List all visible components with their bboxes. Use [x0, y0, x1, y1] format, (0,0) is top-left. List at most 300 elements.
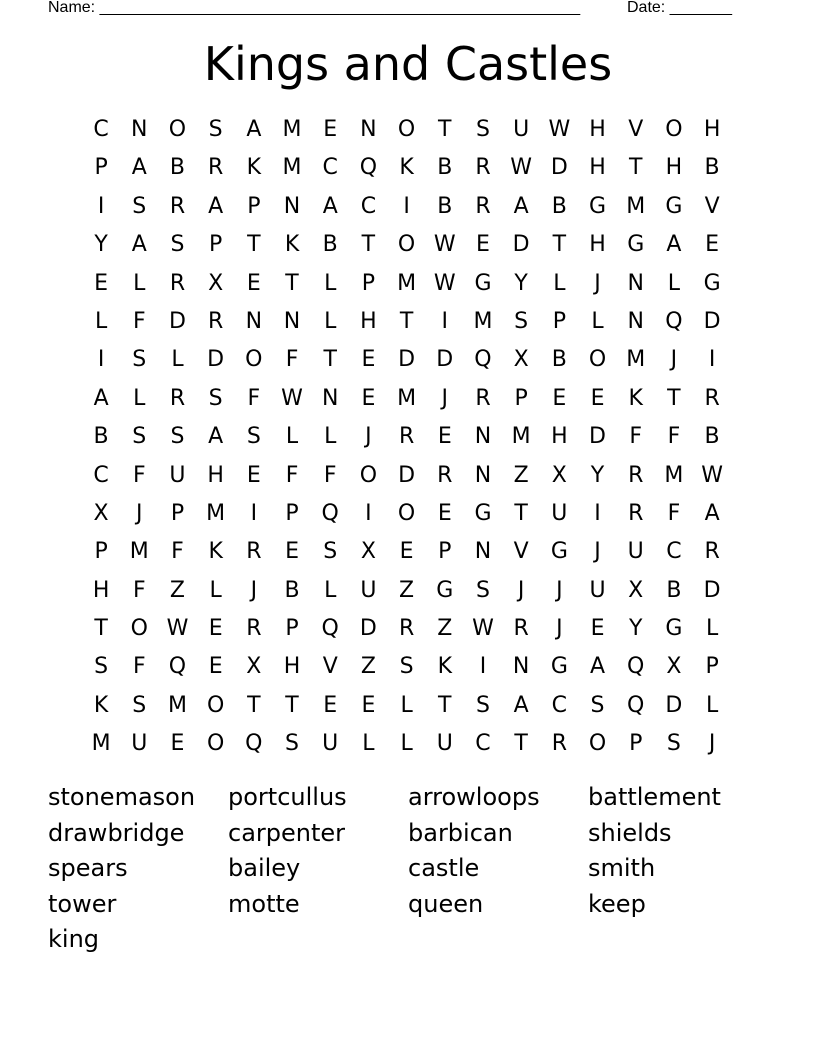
- grid-letter: M: [397, 385, 417, 411]
- grid-letter: S: [132, 692, 147, 718]
- grid-letter: H: [551, 424, 568, 450]
- grid-letter: S: [399, 654, 414, 680]
- grid-letter: A: [704, 500, 720, 526]
- grid-letter: F: [667, 424, 681, 450]
- grid-letter: E: [552, 385, 567, 411]
- grid-letter: L: [94, 308, 108, 334]
- grid-letter: L: [133, 385, 146, 411]
- grid-letter: N: [627, 270, 644, 296]
- grid-letter: M: [282, 155, 302, 181]
- grid-letter: O: [665, 117, 683, 142]
- grid-letter: L: [209, 577, 222, 603]
- grid-letter: F: [132, 462, 146, 488]
- grid-letter: X: [551, 462, 567, 488]
- grid-letter: P: [552, 308, 566, 334]
- grid-letter: O: [245, 347, 263, 373]
- grid-letter: T: [514, 731, 528, 757]
- grid-letter: S: [132, 424, 147, 450]
- grid-letter: A: [590, 654, 606, 680]
- grid-letter: N: [131, 117, 148, 142]
- grid-letter: A: [513, 193, 529, 219]
- grid-letter: K: [208, 539, 223, 565]
- grid-letter: I: [479, 654, 487, 680]
- grid-letter: E: [208, 616, 223, 642]
- grid-letter: E: [323, 692, 338, 718]
- grid-letter: N: [283, 308, 301, 334]
- grid-letter: S: [323, 539, 338, 565]
- word-list-item: keep: [588, 889, 646, 918]
- page-title: Kings and Castles: [203, 37, 613, 91]
- grid-letter: J: [594, 539, 601, 565]
- grid-letter: O: [206, 731, 225, 757]
- grid-letter: R: [246, 616, 262, 642]
- grid-letter: F: [323, 462, 337, 488]
- grid-letter: M: [129, 539, 149, 565]
- grid-letter: D: [703, 308, 721, 334]
- grid-letter: K: [628, 385, 643, 411]
- grid-letter: S: [666, 731, 681, 757]
- grid-letter: T: [323, 347, 337, 373]
- grid-letter: G: [550, 654, 568, 680]
- grid-letter: Q: [665, 308, 683, 334]
- grid-letter: O: [397, 500, 416, 526]
- grid-letter: R: [169, 193, 186, 219]
- grid-letter: E: [437, 424, 452, 450]
- grid-letter: E: [361, 347, 376, 373]
- grid-letter: W: [281, 385, 303, 411]
- grid-letter: W: [472, 616, 494, 642]
- grid-letter: R: [551, 731, 567, 757]
- grid-letter: E: [246, 270, 261, 296]
- grid-letter: P: [94, 539, 108, 565]
- grid-letter: H: [360, 308, 377, 334]
- grid-letter: R: [398, 616, 415, 642]
- grid-letter: L: [705, 616, 719, 642]
- grid-letter: L: [324, 308, 337, 334]
- grid-letter: G: [665, 193, 683, 219]
- grid-letter: W: [433, 232, 456, 258]
- grid-letter: P: [629, 731, 643, 757]
- grid-letter: S: [170, 232, 185, 258]
- grid-letter: B: [437, 193, 453, 219]
- grid-letter: Q: [168, 654, 187, 680]
- grid-letter: X: [513, 347, 529, 373]
- grid-letter: F: [171, 539, 184, 565]
- grid-letter: Y: [514, 270, 528, 296]
- grid-letter: G: [474, 270, 492, 296]
- grid-letter: C: [475, 731, 491, 757]
- grid-letter: A: [131, 155, 147, 181]
- grid-letter: T: [94, 616, 108, 642]
- grid-letter: U: [436, 731, 453, 757]
- grid-letter: C: [93, 462, 109, 488]
- grid-letter: P: [209, 232, 223, 258]
- grid-letter: A: [131, 232, 147, 258]
- grid-letter: O: [130, 616, 148, 642]
- grid-letter: I: [97, 193, 105, 219]
- grid-letter: R: [475, 155, 491, 181]
- grid-letter: S: [246, 424, 261, 450]
- word-list-item: king: [48, 925, 100, 954]
- grid-letter: G: [627, 232, 645, 258]
- grid-letter: T: [438, 117, 452, 142]
- grid-letter: N: [283, 193, 301, 219]
- grid-letter: A: [246, 117, 262, 142]
- grid-letter: B: [169, 155, 186, 181]
- word-list-item: barbican: [408, 818, 513, 847]
- grid-letter: Q: [359, 155, 378, 181]
- grid-letter: E: [590, 616, 605, 642]
- grid-letter: E: [94, 270, 109, 296]
- grid-letter: B: [551, 347, 567, 373]
- grid-letter: W: [433, 270, 456, 296]
- grid-letter: S: [475, 692, 490, 718]
- word-list-item: spears: [48, 854, 128, 883]
- grid-letter: N: [474, 424, 492, 450]
- grid-letter: J: [365, 424, 372, 450]
- grid-letter: K: [399, 155, 414, 181]
- grid-letter: F: [285, 462, 299, 488]
- grid-letter: S: [170, 424, 185, 450]
- grid-letter: E: [705, 232, 720, 258]
- grid-letter: G: [589, 193, 607, 219]
- grid-letter: T: [247, 692, 261, 718]
- grid-letter: M: [282, 117, 302, 142]
- grid-letter: Q: [321, 500, 339, 526]
- grid-letter: G: [474, 500, 492, 526]
- grid-letter: C: [551, 692, 568, 718]
- grid-letter: Y: [590, 462, 605, 488]
- grid-letter: E: [246, 462, 261, 488]
- word-list-item: bailey: [228, 854, 301, 883]
- grid-letter: R: [475, 193, 491, 219]
- grid-letter: D: [589, 424, 606, 450]
- word-list-item: castle: [408, 854, 480, 883]
- grid-letter: V: [704, 193, 720, 219]
- grid-letter: G: [665, 616, 683, 642]
- grid-letter: G: [550, 539, 568, 565]
- grid-letter: N: [474, 539, 492, 565]
- grid-letter: H: [665, 155, 683, 181]
- grid-letter: K: [246, 155, 262, 181]
- grid-letter: I: [594, 500, 601, 526]
- grid-letter: J: [556, 616, 563, 642]
- grid-letter: I: [97, 347, 105, 373]
- grid-letter: L: [553, 270, 566, 296]
- word-list-item: smith: [588, 854, 656, 883]
- grid-letter: K: [437, 654, 452, 680]
- word-list-item: drawbridge: [48, 818, 185, 847]
- grid-letter: O: [168, 117, 187, 142]
- grid-letter: B: [704, 424, 720, 450]
- grid-letter: S: [94, 654, 109, 680]
- word-list-item: shields: [588, 818, 672, 847]
- grid-letter: U: [551, 500, 568, 526]
- grid-letter: R: [398, 424, 415, 450]
- grid-letter: L: [362, 731, 375, 757]
- grid-letter: U: [513, 117, 530, 142]
- grid-letter: S: [475, 577, 490, 603]
- grid-letter: R: [628, 500, 644, 526]
- grid-letter: P: [705, 654, 719, 680]
- grid-letter: X: [208, 270, 224, 296]
- word-list-item: motte: [228, 889, 300, 918]
- grid-letter: R: [437, 462, 453, 488]
- grid-letter: X: [93, 500, 109, 526]
- grid-letter: M: [91, 731, 111, 757]
- grid-letter: S: [132, 347, 147, 373]
- grid-letter: A: [208, 193, 224, 219]
- grid-letter: Q: [321, 616, 339, 642]
- grid-letter: J: [250, 577, 258, 603]
- grid-letter: F: [132, 577, 146, 603]
- grid-letter: L: [400, 692, 413, 718]
- word-list-item: arrowloops: [408, 783, 540, 811]
- grid-letter: D: [398, 347, 416, 373]
- grid-letter: R: [208, 155, 224, 181]
- grid-letter: R: [704, 539, 720, 565]
- grid-letter: H: [92, 577, 110, 603]
- grid-letter: H: [589, 155, 606, 181]
- grid-letter: D: [359, 616, 377, 642]
- grid-letter: I: [403, 193, 410, 219]
- grid-letter: J: [136, 500, 143, 526]
- grid-letter: E: [208, 654, 223, 680]
- grid-letter: O: [588, 731, 607, 757]
- grid-letter: E: [399, 539, 414, 565]
- grid-letter: S: [285, 731, 300, 757]
- grid-letter: C: [93, 117, 109, 142]
- grid-letter: Z: [513, 462, 529, 488]
- grid-letter: I: [441, 308, 449, 334]
- grid-letter: T: [361, 232, 376, 258]
- grid-letter: H: [589, 232, 606, 258]
- grid-letter: F: [629, 424, 643, 450]
- grid-letter: D: [207, 347, 225, 373]
- grid-letter: P: [247, 193, 261, 219]
- grid-letter: S: [208, 385, 223, 411]
- grid-letter: N: [245, 308, 263, 334]
- grid-letter: E: [361, 385, 376, 411]
- grid-letter: N: [512, 654, 530, 680]
- grid-letter: T: [285, 692, 299, 718]
- grid-letter: E: [170, 731, 185, 757]
- grid-letter: L: [285, 424, 299, 450]
- grid-letter: E: [323, 117, 338, 142]
- grid-letter: Y: [628, 616, 643, 642]
- grid-letter: B: [551, 193, 567, 219]
- grid-letter: O: [588, 347, 607, 373]
- grid-letter: H: [283, 654, 301, 680]
- grid-letter: M: [206, 500, 226, 526]
- grid-letter: B: [322, 232, 338, 258]
- grid-letter: P: [170, 500, 185, 526]
- grid-letter: I: [365, 500, 372, 526]
- grid-letter: D: [436, 347, 454, 373]
- word-list-item: stonemason: [48, 783, 196, 811]
- grid-letter: T: [628, 155, 643, 181]
- grid-letter: M: [664, 462, 684, 488]
- grid-letter: C: [360, 193, 377, 219]
- grid-letter: U: [627, 539, 644, 565]
- grid-letter: N: [360, 117, 377, 142]
- grid-letter: T: [552, 232, 567, 258]
- word-list-item: tower: [48, 889, 117, 918]
- grid-letter: G: [436, 577, 454, 603]
- word-list-item: queen: [408, 889, 484, 918]
- grid-letter: J: [594, 270, 601, 296]
- word-list-item: carpenter: [228, 818, 346, 847]
- grid-letter: H: [703, 117, 721, 142]
- grid-letter: F: [247, 385, 261, 411]
- word-list-item: battlement: [588, 783, 721, 811]
- grid-letter: O: [397, 117, 416, 142]
- grid-letter: N: [474, 462, 492, 488]
- grid-letter: E: [285, 539, 299, 565]
- grid-letter: R: [513, 616, 529, 642]
- grid-letter: P: [361, 270, 376, 296]
- grid-letter: L: [705, 692, 719, 718]
- grid-letter: V: [322, 654, 338, 680]
- grid-letter: C: [666, 539, 682, 565]
- grid-letter: R: [169, 270, 186, 296]
- grid-letter: A: [322, 193, 338, 219]
- grid-letter: D: [398, 462, 416, 488]
- grid-letter: B: [437, 155, 453, 181]
- grid-letter: W: [548, 117, 571, 142]
- grid-letter: R: [208, 308, 224, 334]
- grid-letter: M: [167, 692, 187, 718]
- grid-letter: X: [666, 654, 682, 680]
- grid-letter: A: [208, 424, 224, 450]
- grid-letter: J: [517, 577, 525, 603]
- grid-letter: D: [703, 577, 721, 603]
- grid-letter: U: [360, 577, 377, 603]
- letter-grid: [82, 111, 731, 764]
- date-field: Date: _______: [627, 0, 732, 16]
- grid-letter: D: [550, 155, 568, 181]
- grid-letter: M: [626, 347, 646, 373]
- grid-letter: M: [473, 308, 493, 334]
- grid-letter: P: [514, 385, 528, 411]
- grid-letter: U: [589, 577, 606, 603]
- grid-letter: R: [628, 462, 644, 488]
- grid-letter: X: [360, 539, 376, 565]
- grid-letter: S: [475, 117, 490, 142]
- grid-letter: Y: [94, 232, 108, 258]
- grid-letter: D: [168, 308, 186, 334]
- grid-letter: A: [666, 232, 682, 258]
- grid-letter: S: [132, 193, 147, 219]
- grid-letter: Q: [245, 731, 263, 757]
- grid-letter: G: [703, 270, 721, 296]
- grid-letter: X: [628, 577, 644, 603]
- grid-letter: W: [510, 155, 533, 181]
- grid-letter: Z: [360, 654, 376, 680]
- grid-letter: S: [208, 117, 223, 142]
- grid-letter: S: [514, 308, 529, 334]
- grid-letter: L: [133, 270, 146, 296]
- grid-letter: T: [514, 500, 528, 526]
- grid-letter: H: [589, 117, 606, 142]
- grid-letter: P: [285, 500, 299, 526]
- grid-letter: T: [399, 308, 414, 334]
- grid-letter: R: [169, 385, 186, 411]
- grid-letter: B: [93, 424, 109, 450]
- grid-letter: S: [590, 692, 605, 718]
- grid-letter: B: [704, 155, 720, 181]
- grid-letter: Z: [399, 577, 415, 603]
- grid-letter: R: [475, 385, 491, 411]
- grid-letter: M: [511, 424, 531, 450]
- grid-letter: I: [708, 347, 716, 373]
- grid-letter: L: [324, 424, 337, 450]
- word-list-item: portcullus: [228, 783, 347, 811]
- grid-letter: H: [207, 462, 224, 488]
- grid-letter: L: [171, 347, 184, 373]
- grid-letter: E: [476, 232, 490, 258]
- grid-letter: J: [556, 577, 563, 603]
- grid-letter: B: [666, 577, 682, 603]
- grid-letter: M: [397, 270, 417, 296]
- worksheet-header: [48, 0, 748, 18]
- grid-letter: J: [708, 731, 716, 757]
- grid-letter: Q: [627, 692, 645, 718]
- grid-letter: T: [438, 692, 452, 718]
- grid-letter: I: [250, 500, 258, 526]
- grid-letter: P: [94, 155, 108, 181]
- grid-letter: O: [359, 462, 378, 488]
- grid-letter: Z: [169, 577, 185, 603]
- grid-letter: Q: [627, 654, 645, 680]
- grid-letter: V: [513, 539, 529, 565]
- grid-letter: J: [670, 347, 678, 373]
- grid-letter: O: [397, 232, 416, 258]
- grid-letter: P: [285, 616, 299, 642]
- grid-letter: O: [206, 692, 225, 718]
- grid-letter: T: [247, 232, 261, 258]
- grid-letter: W: [701, 462, 723, 488]
- grid-letter: B: [284, 577, 300, 603]
- grid-letter: D: [512, 232, 530, 258]
- grid-letter: F: [667, 500, 681, 526]
- grid-letter: U: [131, 731, 148, 757]
- grid-letter: F: [132, 654, 146, 680]
- grid-letter: T: [285, 270, 299, 296]
- grid-letter: W: [166, 616, 189, 642]
- name-field: Name: ______________________________________________________: [48, 0, 581, 16]
- grid-letter: U: [322, 731, 339, 757]
- grid-letter: Z: [437, 616, 453, 642]
- grid-letter: K: [284, 232, 300, 258]
- grid-letter: Q: [474, 347, 492, 373]
- grid-letter: L: [591, 308, 604, 334]
- grid-letter: E: [361, 692, 376, 718]
- grid-letter: L: [324, 577, 337, 603]
- grid-letter: C: [322, 155, 338, 181]
- grid-letter: F: [132, 308, 146, 334]
- grid-letter: A: [513, 692, 529, 718]
- grid-letter: F: [285, 347, 299, 373]
- grid-letter: X: [246, 654, 262, 680]
- grid-letter: P: [438, 539, 452, 565]
- grid-letter: A: [93, 385, 109, 411]
- grid-letter: V: [628, 117, 644, 142]
- grid-letter: N: [627, 308, 644, 334]
- grid-letter: L: [667, 270, 681, 296]
- grid-letter: M: [626, 193, 646, 219]
- grid-letter: L: [400, 731, 413, 757]
